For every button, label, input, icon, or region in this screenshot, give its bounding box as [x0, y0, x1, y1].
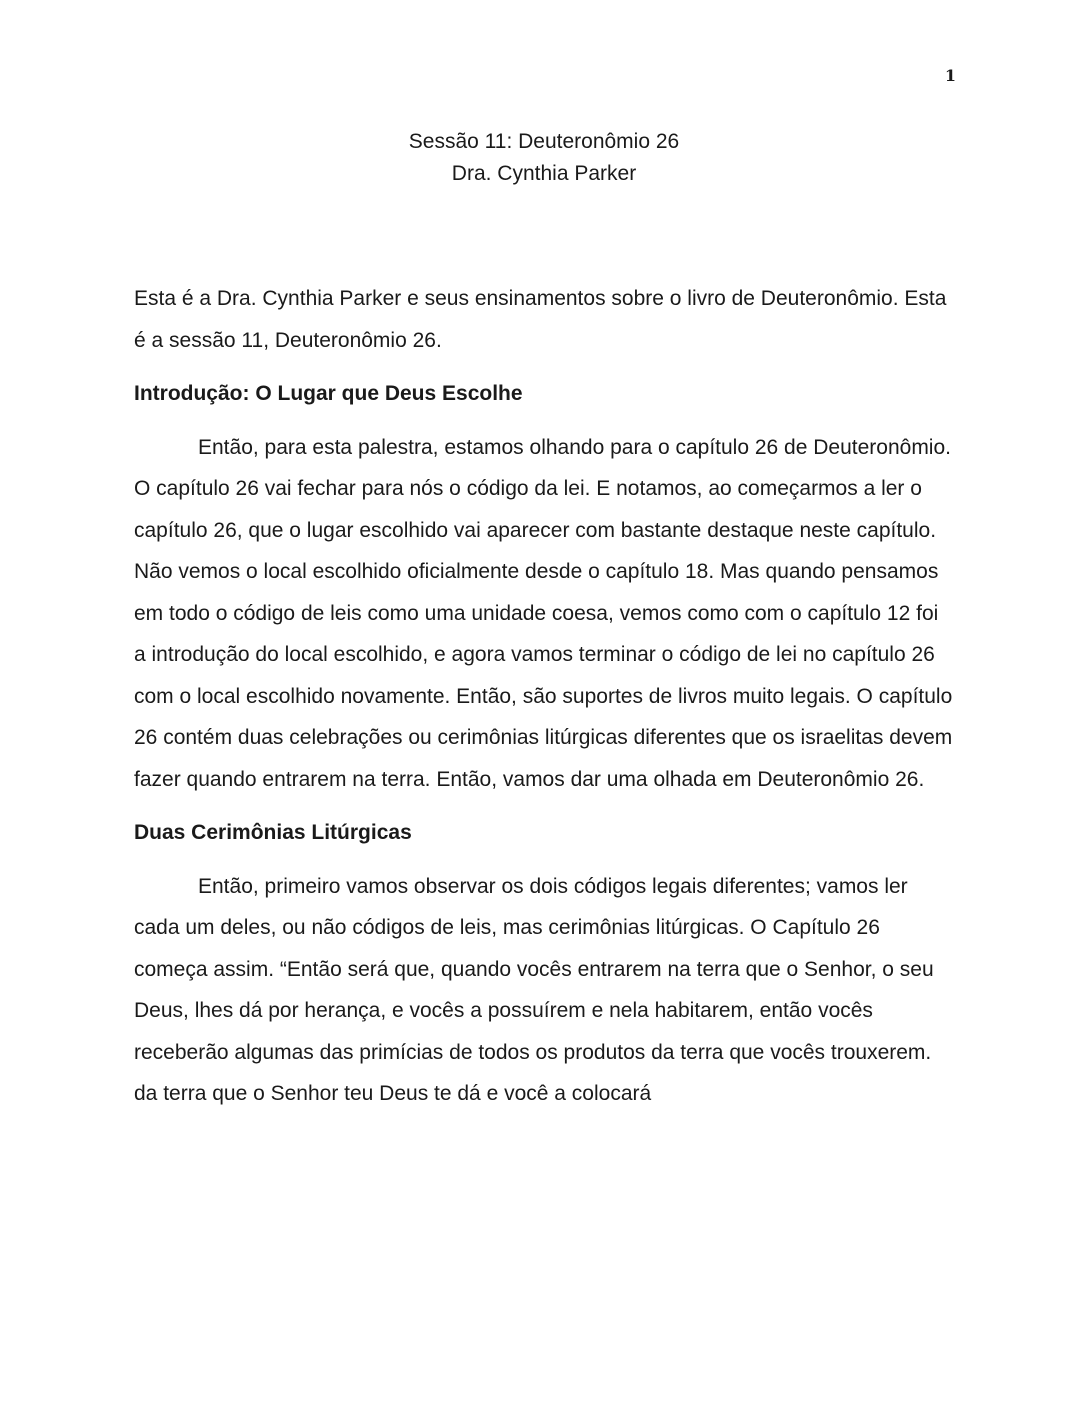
document-body: [134, 278, 954, 1127]
section-heading-introduction: Introdução: O Lugar que Deus Escolhe: [134, 382, 523, 405]
section-heading-ceremonies: Duas Cerimônias Litúrgicas: [134, 821, 412, 844]
intro-paragraph: Esta é a Dra. Cynthia Parker e seus ensinamentos sobre o livro de Deuteronômio. Esta é a sessão 11, Deuteronômio 26.: [134, 287, 947, 352]
section-paragraph-introduction: Então, para esta palestra, estamos olhando para o capítulo 26 de Deuteronômio. O capítulo 26 vai fechar para nós o código da lei. E notamos, ao começarmos a ler o capítulo 26, que o lugar escolhido vai aparecer com bastante destaque neste capítulo. Não vemos o local escolhido oficialmente desde o capítulo 18. Mas quando pensamos em todo o código de leis como uma unidade coesa, vemos como com o capítulo 12 foi a introdução do local escolhido, e agora vamos terminar o código de lei no capítulo 26 com o local escolhido novamente. Então, são suportes de livros muito legais. O capítulo 26 contém duas celebrações ou cerimônias litúrgicas diferentes que os israelitas devem fazer quando entrarem na terra. Então, vamos dar uma olhada em Deuteronômio 26.: [134, 435, 953, 791]
section-paragraph-ceremonies: Então, primeiro vamos observar os dois códigos legais diferentes; vamos ler cada um deles, ou não códigos de leis, mas cerimônias litúrgicas. O Capítulo 26 começa assim. “Então será que, quando vocês entrarem na terra que o Senhor, o seu Deus, lhes dá por herança, e vocês a possuírem e nela habitarem, então vocês receberão algumas das primícias de todos os produtos da terra que vocês trouxerem. da terra que o Senhor teu Deus te dá e você a colocará: [134, 874, 934, 1105]
document-header: [0, 126, 1088, 190]
document-title: Sessão 11: Deuteronômio 26: [408, 130, 680, 153]
document-author: Dra. Cynthia Parker: [451, 162, 637, 185]
page-number: 1: [944, 66, 956, 85]
